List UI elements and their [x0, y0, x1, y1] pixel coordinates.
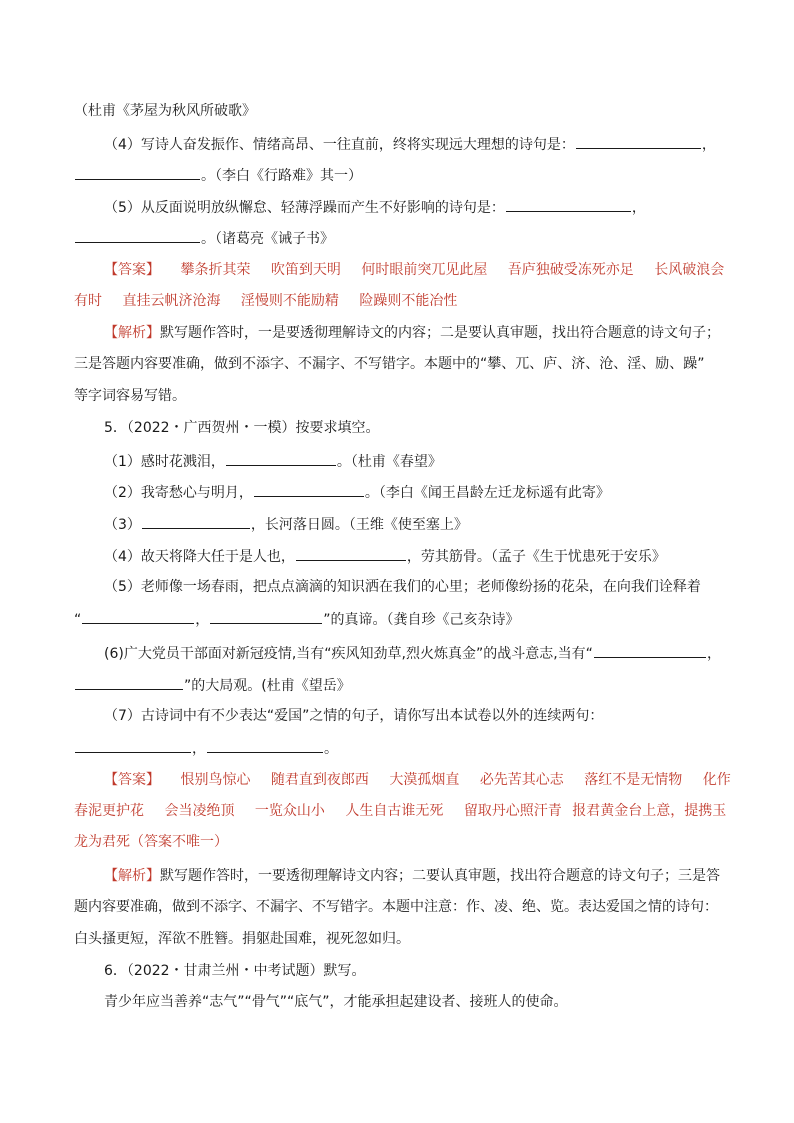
answer-blank[interactable]	[75, 737, 191, 753]
explanation-2	[104, 866, 720, 886]
question-text: （7）古诗词中有不少表达“爱国”之情的句子，请你写出本试卷以外的连续两句：	[104, 708, 604, 724]
punct: ，	[192, 741, 206, 757]
q5-item-6	[104, 642, 720, 662]
answer-item: 一览众山小	[254, 803, 325, 819]
question-text: （1）感时花溅泪，	[104, 454, 225, 470]
question-text: （4）故天将降大任于是人也，	[104, 549, 295, 565]
q5-item-3	[104, 513, 720, 533]
punct: “	[74, 612, 82, 628]
question-heading-6	[104, 961, 720, 981]
question-4-cont	[74, 164, 720, 184]
answer-item: 吹笛到天明	[270, 262, 341, 278]
answer-item: 何时眼前突兀见此屋	[361, 262, 488, 278]
answer-blank[interactable]	[75, 227, 200, 243]
source-line	[74, 101, 720, 121]
answer-block-1	[104, 260, 725, 280]
answer-tag: 【答案】	[104, 262, 160, 278]
answer-item: 随君直到夜郎西	[270, 772, 369, 788]
answer-blank[interactable]	[296, 545, 406, 561]
answer-blank[interactable]	[254, 481, 364, 497]
explanation-2-cont	[74, 897, 720, 917]
question-text: 青少年应当善养“志气”“骨气”“底气”，才能承担起建设者、接班人的使命。	[104, 994, 568, 1010]
question-text: （3）	[104, 517, 141, 533]
answer-blank[interactable]	[82, 608, 194, 624]
explanation-2-cont	[74, 929, 720, 949]
q5-item-7-cont	[74, 737, 720, 757]
question-heading-5	[104, 418, 720, 438]
answer-item: 吾庐独破受冻死亦足	[507, 262, 634, 278]
explanation-1	[104, 323, 720, 343]
answer-item: 人生自古谁无死	[345, 803, 444, 819]
answer-item: 险躁则不能冶性	[359, 293, 458, 309]
q5-item-4	[104, 545, 720, 565]
source-text: ”的真谛。（龚自珍《己亥杂诗》	[323, 612, 520, 628]
punct: ，	[701, 137, 716, 153]
answer-block-2-cont	[74, 832, 720, 852]
answer-block-1-cont	[74, 291, 720, 311]
answer-block-2-cont	[74, 801, 727, 821]
answer-item: 春泥更护花	[74, 803, 144, 819]
q5-item-7	[104, 706, 720, 726]
answer-item: 落红不是无情物	[584, 772, 683, 788]
answer-blank[interactable]	[576, 133, 701, 149]
answer-item: 化作	[702, 772, 731, 788]
source-text: ”的大局观。(杜甫《望岳》	[184, 678, 351, 694]
punct: ，	[195, 612, 210, 628]
question-5	[104, 196, 720, 216]
answer-item: 恨别鸟惊心	[180, 772, 251, 788]
answer-blank[interactable]	[75, 164, 200, 180]
answer-item: 留取丹心照汗青	[463, 803, 562, 819]
q5-item-5	[104, 577, 720, 597]
question-text: (6)广大党员干部面对新冠疫情,当有“疾风知劲草,烈火炼真金”的战斗意志,当有“	[104, 646, 593, 662]
question-4	[104, 133, 720, 153]
explanation-text: 题内容要准确，做到不添字、不漏字、不写错字。本题中注意：作、凌、绝、览。表达爱国之情的诗句：	[74, 899, 718, 915]
answer-block-2	[104, 770, 731, 790]
explanation-text: 等字词容易写错。	[74, 388, 186, 404]
q5-item-6-cont	[74, 674, 720, 694]
answer-blank[interactable]	[210, 608, 322, 624]
source-text: ，劳其筋骨。（孟子《生于忧患死于安乐》	[406, 549, 666, 565]
question-heading: 5．（2022・广西贺州・一模）按要求填空。	[104, 420, 380, 436]
question-heading: 6．（2022・甘肃兰州・中考试题）默写。	[104, 963, 366, 979]
punct: 。	[324, 741, 338, 757]
answer-blank[interactable]	[75, 674, 183, 690]
answer-blank[interactable]	[226, 450, 336, 466]
answer-item: 大漠孤烟直	[389, 772, 460, 788]
explanation-1-cont	[74, 354, 720, 374]
answer-item: 攀条折其荣	[180, 262, 251, 278]
answer-item: 龙为君死（答案不唯一）	[74, 834, 228, 850]
answer-item: 会当凌绝顶	[164, 803, 235, 819]
explanation-text: 默写题作答时，一要透彻理解诗文内容；二要认真审题，找出符合题意的诗文句子；三是答	[160, 868, 720, 884]
explanation-text: 白头搔更短，浑欲不胜簪。捐躯赴国难，视死忽如归。	[74, 931, 410, 947]
answer-tag: 【答案】	[104, 772, 160, 788]
q6-text	[104, 992, 720, 1012]
answer-item: 有时	[74, 293, 102, 309]
answer-blank[interactable]	[142, 513, 250, 529]
answer-item: 长风破浪会	[654, 262, 725, 278]
explanation-tag: 【解析】	[104, 868, 160, 884]
answer-blank[interactable]	[207, 737, 323, 753]
punct: ，	[706, 646, 721, 662]
source-text: ，长河落日圆。（王维《使至塞上》	[250, 517, 468, 533]
explanation-text: 三是答题内容要准确，做到不添字、不漏字、不写错字。本题中的“攀、兀、庐、济、沧、淫、励、躁”	[74, 356, 705, 372]
explanation-text: 默写题作答时，一是要透彻理解诗文的内容；二是要认真审题，找出符合题意的诗文句子；	[160, 325, 720, 341]
source-text: 。（李白《闻王昌龄左迁龙标遥有此寄》	[364, 485, 610, 501]
explanation-1-cont	[74, 386, 720, 406]
q5-item-5-cont	[74, 608, 720, 628]
source-text: （杜甫《茅屋为秋风所破歌》	[74, 103, 256, 119]
source-text: 。（杜甫《春望》	[336, 454, 442, 470]
answer-item: 直挂云帆济沧海	[122, 293, 221, 309]
source-text: 。（李白《行路难》其一）	[201, 168, 362, 184]
answer-blank[interactable]	[594, 642, 706, 658]
answer-item: 报君黄金台上意，提携玉	[572, 803, 727, 819]
question-5-cont	[74, 227, 720, 247]
answer-item: 淫慢则不能励精	[240, 293, 339, 309]
punct: ，	[631, 200, 646, 216]
question-text: （4）写诗人奋发振作、情绪高昂、一往直前，终将实现远大理想的诗句是：	[104, 137, 575, 153]
answer-item: 必先苦其心志	[479, 772, 564, 788]
question-text: （2）我寄愁心与明月，	[104, 485, 253, 501]
question-text: （5）从反面说明放纵懈怠、轻薄浮躁而产生不好影响的诗句是：	[104, 200, 505, 216]
source-text: 。（诸葛亮《诫子书》	[201, 231, 334, 247]
q5-item-1	[104, 450, 720, 470]
question-text: （5）老师像一场春雨，把点点滴滴的知识洒在我们的心里；老师像纷扬的花朵，在向我们诠释着	[104, 579, 701, 595]
explanation-tag: 【解析】	[104, 325, 160, 341]
q5-item-2	[104, 481, 720, 501]
answer-blank[interactable]	[506, 196, 631, 212]
